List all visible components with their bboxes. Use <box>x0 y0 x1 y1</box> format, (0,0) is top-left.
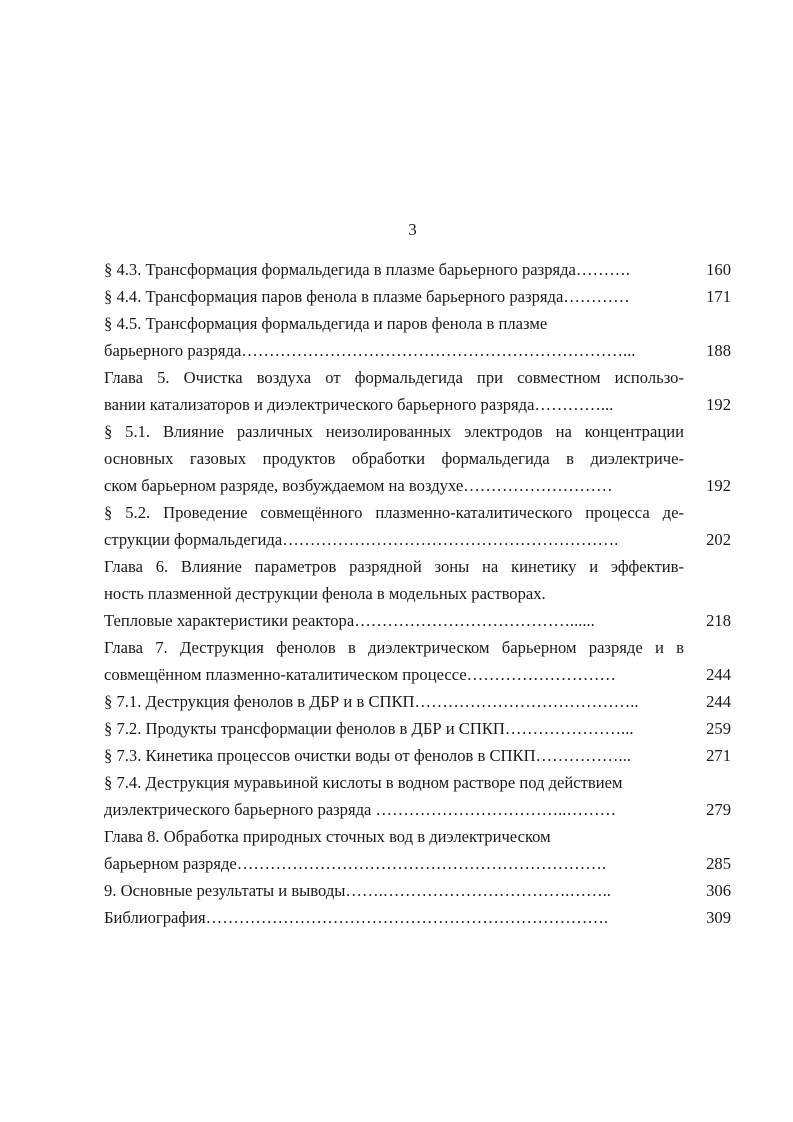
toc-entry-bibliography[interactable] <box>104 904 731 931</box>
toc-entry-page: 218 <box>706 611 731 630</box>
toc-entry-page: 309 <box>706 908 731 927</box>
toc-entry-page: 306 <box>706 881 731 900</box>
toc-line <box>104 823 731 850</box>
toc-line <box>104 796 731 823</box>
toc-entry-title: Библиография………………………………………………………………. <box>104 908 609 927</box>
toc-line <box>104 310 731 337</box>
toc-line <box>104 742 731 769</box>
toc-entry-4-3[interactable] <box>104 256 731 283</box>
toc-entry-4-5[interactable] <box>104 310 731 364</box>
toc-entry-title: § 5.2. Проведение совмещённого плазменно-каталитического процесса де- <box>104 503 684 522</box>
table-of-contents <box>104 256 731 931</box>
toc-entry-page: 279 <box>706 800 731 819</box>
toc-entry-7-3[interactable] <box>104 742 731 769</box>
toc-line <box>104 256 731 283</box>
toc-entry-title: струкции формальдегида……………………………………………………. <box>104 530 619 549</box>
toc-line <box>104 499 731 526</box>
toc-entry-page: 202 <box>706 530 731 549</box>
toc-entry-title: Глава 5. Очистка воздуха от формальдегида при совместном использо- <box>104 368 684 387</box>
toc-line <box>104 364 731 391</box>
toc-line <box>104 283 731 310</box>
toc-entry-page: 259 <box>706 719 731 738</box>
toc-line <box>104 526 731 553</box>
toc-entry-title: Глава 8. Обработка природных сточных вод в диэлектрическом <box>104 827 551 846</box>
toc-entry-page: 244 <box>706 665 731 684</box>
toc-entry-title: Глава 6. Влияние параметров разрядной зоны на кинетику и эффектив- <box>104 557 684 576</box>
toc-line <box>104 337 731 364</box>
page-number: 3 <box>408 220 417 239</box>
toc-entry-title: § 7.1. Деструкция фенолов в ДБР и в СПКП………………………………….. <box>104 692 639 711</box>
toc-line <box>104 580 731 607</box>
toc-entry-chapter-5[interactable] <box>104 364 731 418</box>
toc-line <box>104 850 731 877</box>
toc-entry-title: § 7.2. Продукты трансформации фенолов в ДБР и СПКП…………………... <box>104 719 634 738</box>
toc-entry-title: ском барьерном разряде, возбуждаемом на воздухе……………………… <box>104 476 613 495</box>
toc-entry-7-1[interactable] <box>104 688 731 715</box>
toc-entry-page: 188 <box>706 341 731 360</box>
toc-entry-page: 192 <box>706 476 731 495</box>
toc-entry-page: 244 <box>706 692 731 711</box>
toc-entry-title: совмещённом плазменно-каталитическом процессе……………………… <box>104 665 617 684</box>
toc-entry-page: 171 <box>706 287 731 306</box>
toc-entry-title: Глава 7. Деструкция фенолов в диэлектрическом барьерном разряде и в <box>104 638 684 657</box>
toc-entry-title: 9. Основные результаты и выводы…….…………………………….…….. <box>104 881 611 900</box>
toc-entry-4-4[interactable] <box>104 283 731 310</box>
toc-line <box>104 904 731 931</box>
toc-entry-title: § 7.3. Кинетика процессов очистки воды от фенолов в СПКП……………... <box>104 746 631 765</box>
toc-entry-chapter-6[interactable] <box>104 553 731 634</box>
toc-entry-title: барьерного разряда……………………………………………………………... <box>104 341 636 360</box>
toc-entry-5-1[interactable] <box>104 418 731 499</box>
toc-entry-title: вании катализаторов и диэлектрического барьерного разряда…………... <box>104 395 614 414</box>
toc-entry-chapter-7[interactable] <box>104 634 731 688</box>
toc-entry-title: § 5.1. Влияние различных неизолированных электродов на концентрации <box>104 422 684 441</box>
toc-entry-title: основных газовых продуктов обработки формальдегида в диэлектриче- <box>104 449 684 468</box>
toc-entry-title: § 4.4. Трансформация паров фенола в плазме барьерного разряда………… <box>104 287 630 306</box>
toc-entry-page: 271 <box>706 746 731 765</box>
toc-line <box>104 553 731 580</box>
toc-entry-page: 160 <box>706 260 731 279</box>
toc-line <box>104 661 731 688</box>
toc-entry-title: § 7.4. Деструкция муравьиной кислоты в водном растворе под действием <box>104 773 623 792</box>
toc-entry-page: 285 <box>706 854 731 873</box>
toc-entry-5-2[interactable] <box>104 499 731 553</box>
toc-line <box>104 634 731 661</box>
toc-entry-title: § 4.5. Трансформация формальдегида и паров фенола в плазме <box>104 314 548 333</box>
toc-entry-chapter-8[interactable] <box>104 823 731 877</box>
toc-line <box>104 877 731 904</box>
toc-line <box>104 688 731 715</box>
toc-line <box>104 418 731 445</box>
toc-line <box>104 715 731 742</box>
toc-entry-title: диэлектрического барьерного разряда ……………………………..……… <box>104 800 617 819</box>
toc-entry-title: ность плазменной деструкции фенола в модельных растворах. <box>104 584 546 603</box>
toc-line <box>104 607 731 634</box>
toc-line <box>104 472 731 499</box>
toc-entry-page: 192 <box>706 395 731 414</box>
toc-entry-7-4[interactable] <box>104 769 731 823</box>
toc-line <box>104 391 731 418</box>
toc-line <box>104 445 731 472</box>
toc-entry-title: § 4.3. Трансформация формальдегида в плазме барьерного разряда………. <box>104 260 630 279</box>
toc-line <box>104 769 731 796</box>
toc-entry-title: Тепловые характеристики реактора…………………………………...... <box>104 611 595 630</box>
toc-entry-title: барьерном разряде…………………………………………………………. <box>104 854 607 873</box>
toc-entry-results[interactable] <box>104 877 731 904</box>
toc-entry-7-2[interactable] <box>104 715 731 742</box>
